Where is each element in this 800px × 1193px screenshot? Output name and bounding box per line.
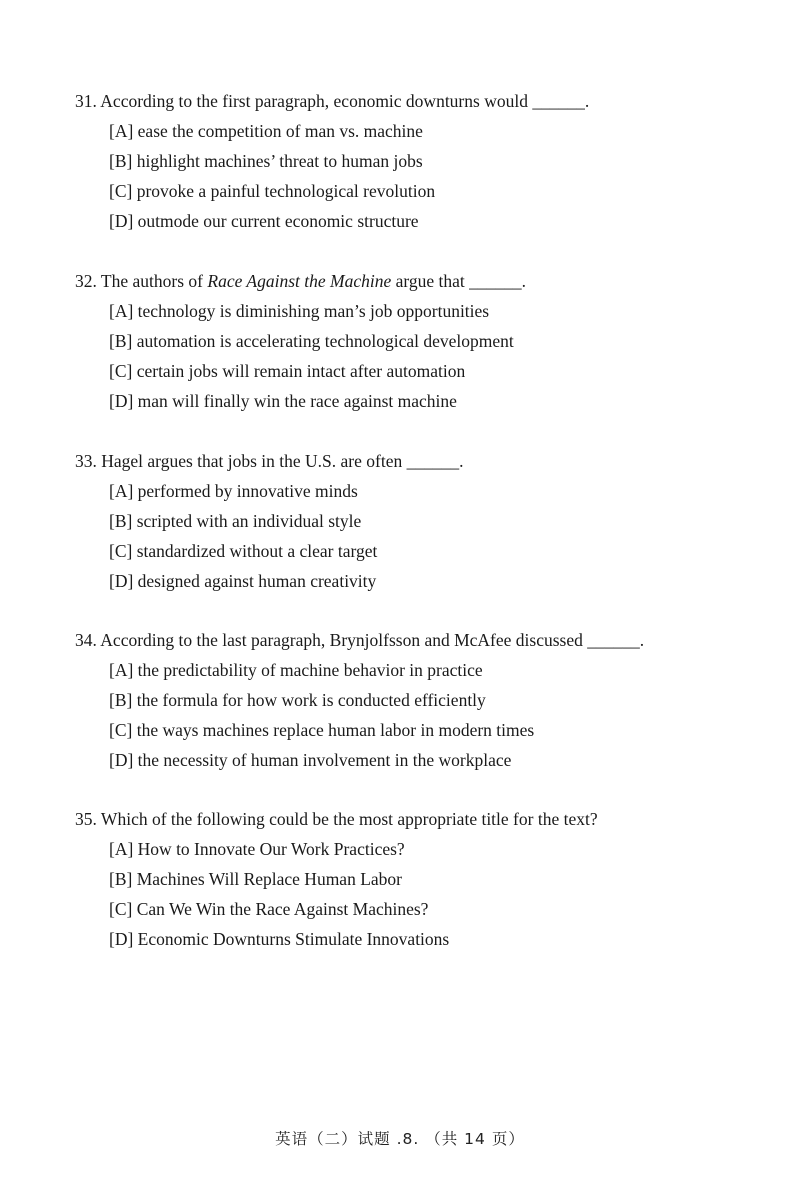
option-a: [A] ease the competition of man vs. machine [109, 121, 423, 141]
question-stem [75, 90, 755, 112]
option-c: [C] provoke a painful technological revolution [109, 181, 436, 201]
option-list [75, 659, 755, 779]
stem-text: 34. According to the last paragraph, Brynjolfsson and McAfee discussed ______. [75, 630, 645, 650]
stem-text: 32. The authors of [75, 271, 208, 291]
stem-blank: ______. [527, 91, 590, 111]
option-list [75, 300, 755, 420]
option-c: [C] the ways machines replace human labor in modern times [109, 720, 535, 740]
question-31 [75, 90, 755, 240]
option-d: [D] designed against human creativity [109, 571, 377, 591]
question-35 [75, 808, 755, 958]
option-a: [A] How to Innovate Our Work Practices? [109, 839, 405, 859]
page-footer: 英语（二）试题 .8. （共 14 页） [275, 1130, 525, 1148]
option-b: [B] highlight machines’ threat to human jobs [109, 151, 423, 171]
question-33 [75, 450, 755, 600]
option-a: [A] technology is diminishing man’s job opportunities [109, 301, 490, 321]
option-c: [C] standardized without a clear target [109, 541, 378, 561]
option-d: [D] outmode our current economic structure [109, 211, 419, 231]
option-c: [C] Can We Win the Race Against Machines? [109, 899, 429, 919]
option-d: [D] Economic Downturns Stimulate Innovations [109, 929, 450, 949]
option-list [75, 838, 755, 958]
option-a: [A] the predictability of machine behavior in practice [109, 660, 483, 680]
option-d: [D] man will finally win the race against machine [109, 391, 457, 411]
question-stem [75, 450, 755, 472]
question-stem [75, 808, 755, 830]
stem-blank: argue that ______. [391, 271, 527, 291]
option-list [75, 120, 755, 240]
question-34 [75, 629, 755, 779]
option-b: [B] the formula for how work is conducted efficiently [109, 690, 486, 710]
option-b: [B] scripted with an individual style [109, 511, 362, 531]
option-c: [C] certain jobs will remain intact after automation [109, 361, 466, 381]
question-32 [75, 270, 755, 420]
option-b: [B] automation is accelerating technological development [109, 331, 514, 351]
option-b: [B] Machines Will Replace Human Labor [109, 869, 402, 889]
question-stem [75, 629, 755, 651]
option-a: [A] performed by innovative minds [109, 481, 358, 501]
question-stem [75, 270, 755, 292]
option-list [75, 480, 755, 600]
stem-text: 31. According to the first paragraph, economic downturns would [75, 91, 528, 111]
stem-italic-title: Race Against the Machine [207, 271, 392, 291]
stem-text: 33. Hagel argues that jobs in the U.S. are often ______. [75, 451, 464, 471]
stem-text: 35. Which of the following could be the most appropriate title for the text? [75, 809, 598, 829]
option-d: [D] the necessity of human involvement in the workplace [109, 750, 512, 770]
